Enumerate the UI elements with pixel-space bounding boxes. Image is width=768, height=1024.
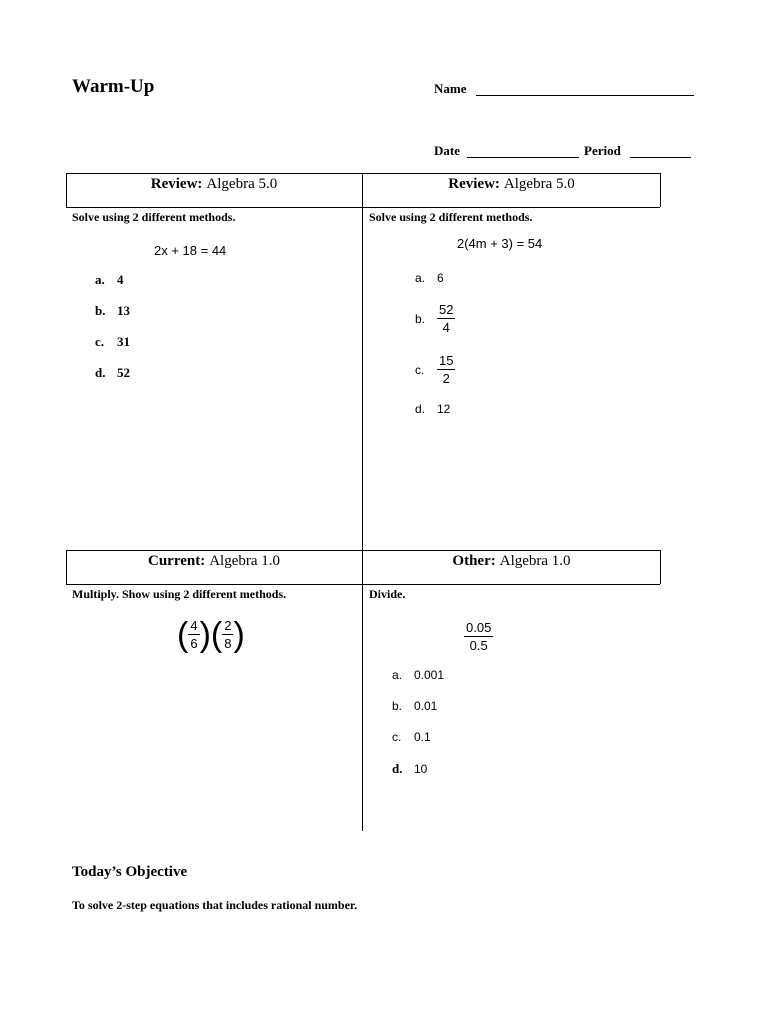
- q4-instruction: Divide.: [369, 587, 406, 601]
- q2-option-c-fraction: $\frac{15}{2}$: [439, 353, 454, 386]
- q1-instruction: Solve using 2 different methods.: [72, 210, 236, 224]
- date-label: Date: [434, 143, 460, 158]
- q2-option-b-fraction: $\frac{52}{4}$: [439, 302, 454, 335]
- paren-open-1: (: [177, 615, 189, 654]
- q4-fraction: $\frac{0.05}{0.5}$: [466, 620, 492, 653]
- q4-heading-bold: Other:: [452, 552, 496, 569]
- q4-option-d[interactable]: d. 10: [392, 761, 428, 776]
- q2-option-a[interactable]: a. 6: [415, 271, 444, 285]
- grid-right-edge-1: [660, 173, 661, 207]
- q3-fraction-1: $\frac{4}{6}$: [190, 618, 198, 651]
- paren-close-1: ): [199, 615, 211, 654]
- worksheet-title: Warm-Up: [72, 76, 155, 97]
- q1-option-d[interactable]: d. 52: [95, 365, 130, 380]
- q4-heading: [363, 544, 660, 578]
- q1-option-c[interactable]: c. 31: [95, 334, 130, 349]
- q4-option-b[interactable]: b. 0.01: [392, 699, 438, 713]
- q2-heading-bold: Review:: [448, 175, 500, 192]
- period-label: Period: [584, 143, 621, 158]
- grid-header1-bottom: [66, 207, 660, 208]
- q3-instruction: Multiply. Show using 2 different methods.: [72, 587, 287, 601]
- objective-text: To solve 2-step equations that includes rational number.: [72, 898, 358, 912]
- q2-option-b[interactable]: b. $\frac{52}{4}$: [415, 302, 454, 335]
- name-blank[interactable]: [476, 81, 694, 96]
- q3-fraction-2: $\frac{2}{8}$: [224, 618, 232, 651]
- q1-heading-text: Algebra 5.0: [206, 175, 278, 192]
- paren-open-2: (: [210, 615, 223, 654]
- grid-right-edge-2: [660, 550, 661, 584]
- paren-close-2: ): [233, 615, 245, 654]
- objective-heading: Today’s Objective: [72, 864, 188, 880]
- q3-heading: [66, 544, 362, 578]
- date-blank[interactable]: [467, 143, 579, 158]
- q4-option-c[interactable]: c. 0.1: [392, 730, 431, 744]
- grid-header2-bottom: [66, 584, 660, 585]
- q3-heading-text: Algebra 1.0: [209, 552, 281, 569]
- q2-equation: 2(4m + 3) = 54: [457, 236, 543, 251]
- q2-option-d[interactable]: d. 12: [415, 402, 451, 416]
- q2-instruction: Solve using 2 different methods.: [369, 210, 533, 224]
- q1-option-a[interactable]: a. 4: [95, 272, 124, 287]
- period-blank[interactable]: [630, 143, 691, 158]
- q1-equation: 2x + 18 = 44: [154, 243, 227, 258]
- q1-heading-bold: Review:: [150, 175, 203, 192]
- q2-heading: [363, 167, 660, 201]
- grid-center-divider: [362, 173, 363, 831]
- q4-option-a[interactable]: a. 0.001: [392, 668, 445, 682]
- q4-heading-text: Algebra 1.0: [499, 552, 571, 569]
- q4-expression: [464, 617, 493, 654]
- q1-heading: [66, 167, 362, 201]
- q2-option-c[interactable]: c. $\frac{15}{2}$: [415, 353, 454, 386]
- name-label: Name: [434, 81, 467, 96]
- q3-expression: [177, 617, 245, 652]
- q1-option-b[interactable]: b. 13: [95, 303, 130, 318]
- q2-heading-text: Algebra 5.0: [503, 175, 575, 192]
- q3-heading-bold: Current:: [147, 552, 206, 569]
